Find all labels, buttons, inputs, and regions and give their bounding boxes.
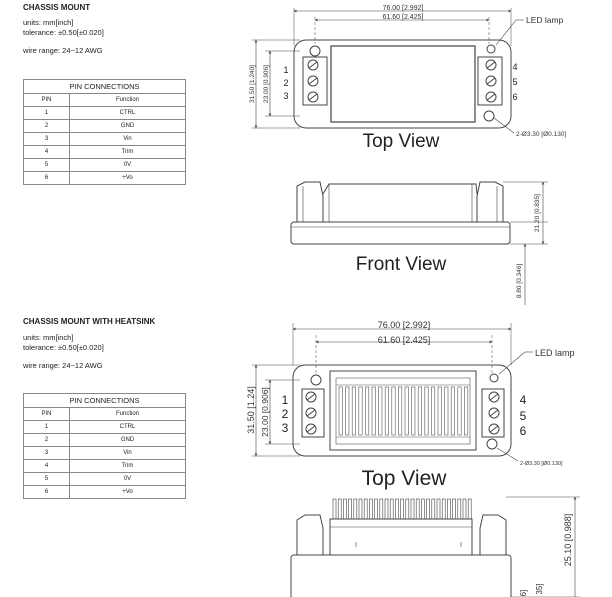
pin-cell: 1 [24,421,70,434]
function-cell: Vin [70,133,186,146]
heatsink-fin [464,387,467,435]
heatsink-front-fin [338,499,341,519]
pin-label: 3 [283,91,289,101]
heatsink-front-fin [369,499,372,519]
heatsink-front-fin [463,499,466,519]
dim-height-label: 31.50 [1.24] [246,386,256,434]
pin-cell: 2 [24,434,70,447]
heatsink-front-fin [401,499,404,519]
top-view-drawing [252,8,524,133]
pin-label: 5 [519,409,527,423]
function-cell: CTRL [70,421,186,434]
heatsink-fin [425,387,428,435]
heatsink-fin [418,387,421,435]
units-note: units: mm[inch] [23,18,74,27]
heatsink-front-fin [354,499,357,519]
heatsink-front-fin [468,499,471,519]
pin-cell: 6 [24,172,70,185]
heatsink-fin [385,387,388,435]
heatsink-fin [359,387,362,435]
heatsink-front-fin [385,499,388,519]
heatsink-fin [392,387,395,435]
heatsink-fin [412,387,415,435]
top-view-caption: Top View [361,467,447,490]
pin-label: 4 [512,62,518,72]
function-cell: CTRL [70,107,186,120]
heatsink-front-fin [437,499,440,519]
heatsink-front-fin [375,499,378,519]
dim-front-height-label: 25.10 [0.988] [563,513,573,567]
col-header-function: Function [70,94,186,107]
pin-cell: 3 [24,447,70,460]
wire-range-note: wire range: 24~12 AWG [23,361,103,370]
function-cell: GND [70,120,186,133]
table-title: PIN CONNECTIONS [24,394,186,408]
front-view-caption: Front View [355,254,447,275]
heatsink-front-fin [458,499,461,519]
heatsink-fin [372,387,375,435]
heatsink-front-fin [406,499,409,519]
heatsink-fin [445,387,448,435]
heatsink-fins [336,378,470,444]
function-cell: 0V [70,159,186,172]
heatsink-front-fin [359,499,362,519]
heatsink-front-fin [453,499,456,519]
heatsink-fin [339,387,342,435]
function-cell: 0V [70,473,186,486]
pin-cell: 5 [24,159,70,172]
function-cell: +Vo [70,172,186,185]
pin-cell: 3 [24,133,70,146]
pin-label: 2 [281,407,289,421]
heatsink-fin [365,387,368,435]
heatsink-front-fin [416,499,419,519]
pin-label: 4 [519,393,527,407]
heatsink-front-fin [349,499,352,519]
heatsink-front-fin [390,499,393,519]
pin-cell: 5 [24,473,70,486]
function-cell: Vin [70,447,186,460]
pin-cell: 4 [24,146,70,159]
top-view-caption: Top View [362,131,440,152]
pin-label: 6 [519,424,527,438]
led-lamp-label: LED lamp [535,348,575,358]
front-view-drawing [291,182,548,305]
dim-front-base-label: 8.80 [0.346] [516,263,523,299]
dim-cut-label: 6] [519,589,528,597]
heatsink-fin [346,387,349,435]
function-cell: +Vo [70,486,186,499]
heatsink-front-fin [395,499,398,519]
heatsink-front-fin [447,499,450,519]
heatsink-front-fin [364,499,367,519]
hole-label: 2-Ø3.30 [Ø0.130] [520,461,563,467]
dim-width-label: 76.00 [2.992] [382,5,424,12]
heatsink-front-fin [411,499,414,519]
heatsink-fin [431,387,434,435]
dim-front-height-label: 21.20 [0.835] [534,194,541,232]
heatsink-fin [405,387,408,435]
table-title: PIN CONNECTIONS [24,80,186,94]
col-header-function: Function [70,408,186,421]
pin-cell: 4 [24,460,70,473]
heatsink-fin [352,387,355,435]
heatsink-front-view-drawing [291,497,580,597]
pin-cell: 2 [24,120,70,133]
dim-height-label: 31.50 [1.240] [249,65,256,103]
dim-width-label: 76.00 [2.992] [377,320,431,330]
heatsink-front-fin [432,499,435,519]
heatsink-front-fin [343,499,346,519]
heatsink-fin [398,387,401,435]
col-header-pin: PIN [24,94,70,107]
dim-inner-label: 23.00 [0.906] [263,65,270,103]
pin-label: 5 [512,77,518,87]
col-header-pin: PIN [24,408,70,421]
tolerance-note: tolerance: ±0.50[±0.020] [23,28,104,37]
pin-label: 1 [283,65,289,75]
pin-cell: 1 [24,107,70,120]
heatsink-fin [451,387,454,435]
led-lamp-label: LED lamp [526,15,564,25]
section-title: CHASSIS MOUNT WITH HEATSINK [23,317,156,326]
pin-label: 1 [281,393,289,407]
function-cell: Trim [70,460,186,473]
dim-pitch-label: 61.60 [2.425] [377,335,431,345]
heatsink-front-fin [421,499,424,519]
heatsink-fin [379,387,382,435]
heatsink-fin [458,387,461,435]
section-title: CHASSIS MOUNT [23,3,91,12]
tolerance-note: tolerance: ±0.50[±0.020] [23,343,104,352]
dim-pitch-label: 61.60 [2.425] [382,14,424,21]
pin-label: 3 [281,421,289,435]
units-note: units: mm[inch] [23,333,74,342]
pin-cell: 6 [24,486,70,499]
heatsink-front-fin [427,499,430,519]
dim-inner-label: 23.00 [0.906] [260,387,270,437]
pin-label: 2 [283,78,289,88]
dim-cut-label: 35] [535,583,544,595]
heatsink-fin [438,387,441,435]
heatsink-front-fin [333,499,336,519]
hole-label: 2-Ø3.30 [Ø0.130] [516,131,567,138]
function-cell: Trim [70,146,186,159]
wire-range-note: wire range: 24~12 AWG [23,46,103,55]
pin-label: 6 [512,92,518,102]
heatsink-front-fin [380,499,383,519]
function-cell: GND [70,434,186,447]
heatsink-front-fin [442,499,445,519]
